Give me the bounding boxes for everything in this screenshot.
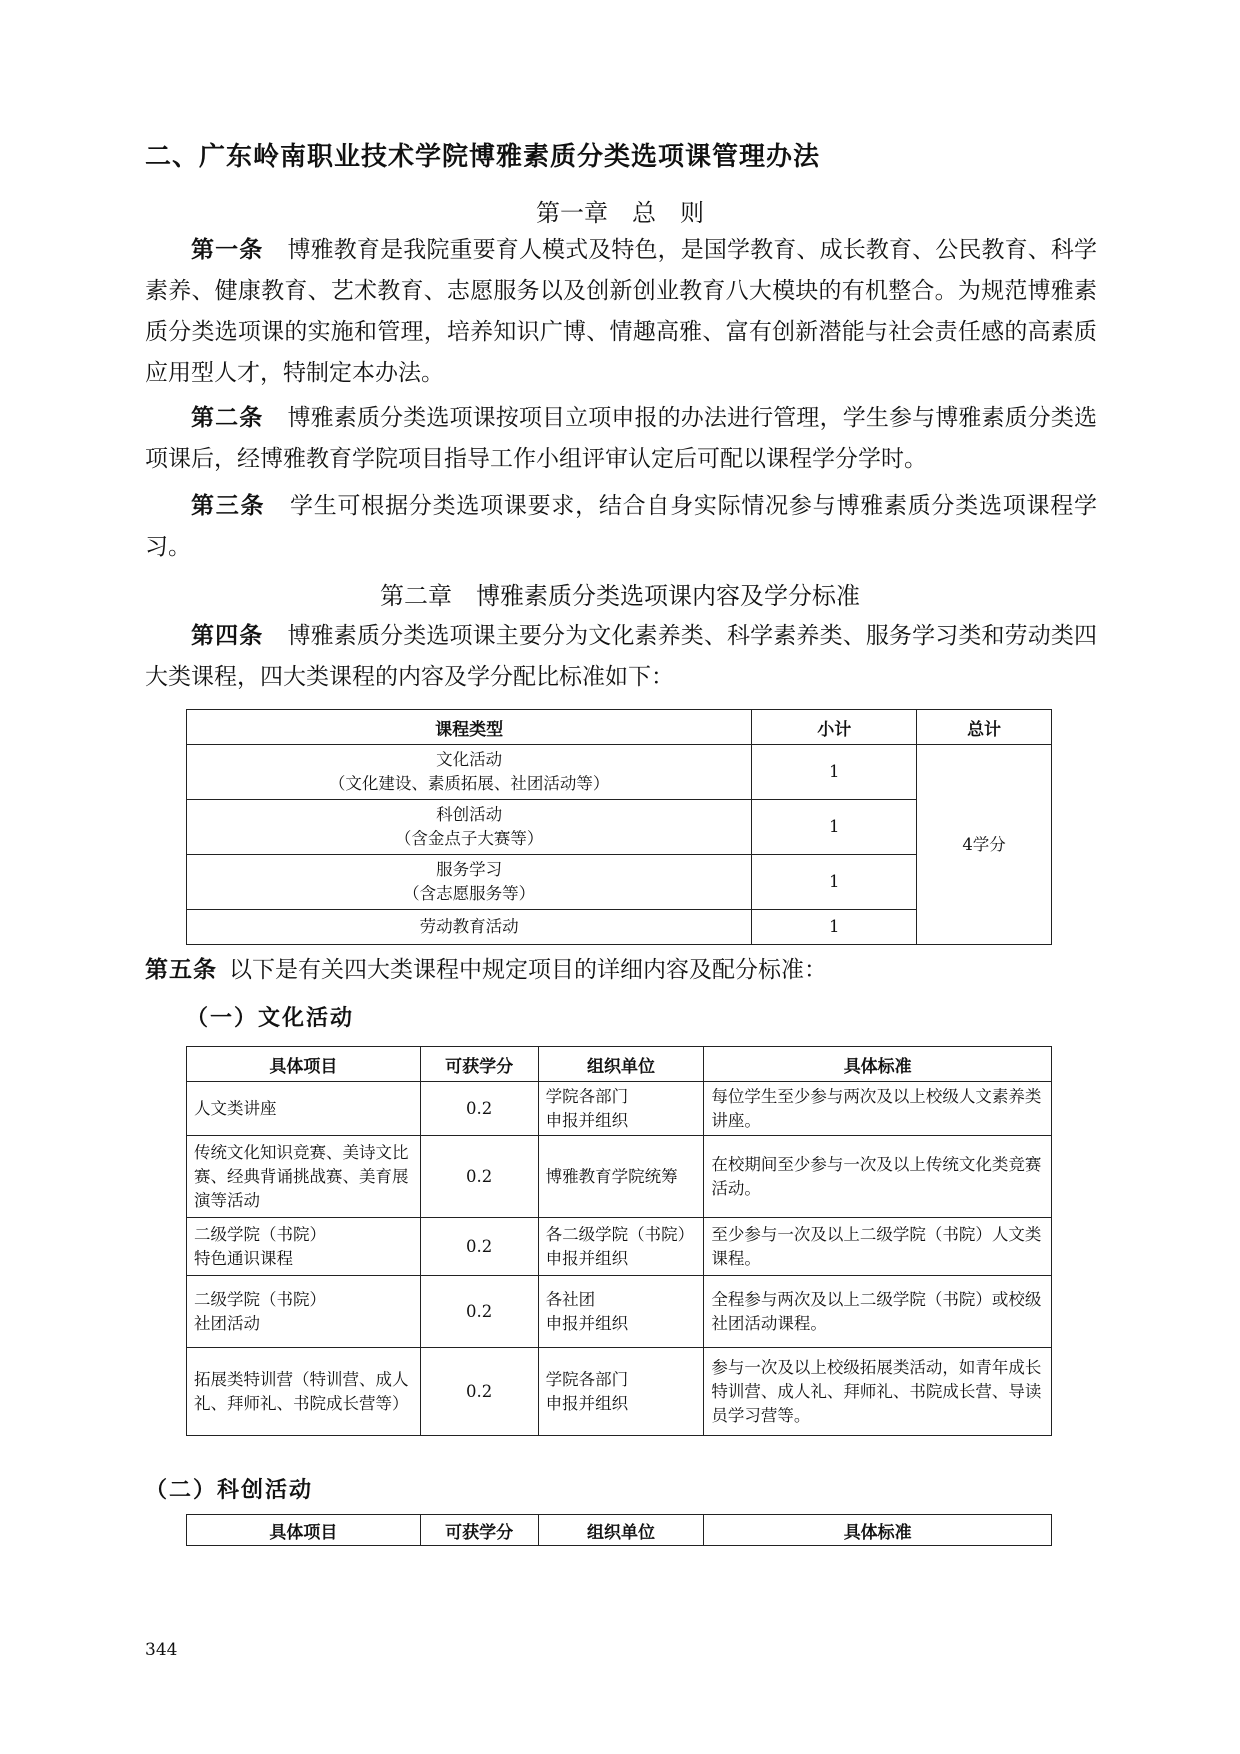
article-2 [145, 398, 1097, 480]
total-cell: 4学分 [917, 745, 1052, 945]
course-type: 文化活动 [436, 750, 503, 769]
subtotal-cell: 1 [752, 745, 917, 800]
article-label: 第二条 [191, 405, 264, 431]
credit-cell: 0.2 [420, 1218, 538, 1276]
table-header-row [187, 1047, 1052, 1082]
item-cell: 二级学院（书院） 社团活动 [187, 1276, 421, 1348]
article-text: 博雅素质分类选项课主要分为文化素养类、科学素养类、服务学习类和劳动类四大类课程，四大类课程的内容及学分配比标准如下： [145, 623, 1098, 690]
article-1 [145, 230, 1097, 394]
subtotal-cell: 1 [752, 910, 917, 945]
credit-summary-table [186, 709, 1052, 945]
table-row [187, 745, 1052, 800]
table-row [187, 1218, 1052, 1276]
table-row [187, 1136, 1052, 1218]
header-item: 具体项目 [187, 1515, 421, 1546]
article-text: 博雅教育是我院重要育人模式及特色，是国学教育、成长教育、公民教育、科学素养、健康教育、艺术教育、志愿服务以及创新创业教育八大模块的有机整合。为规范博雅素质分类选项课的实施和管理，培养知识广博、情趣高雅、富有创新潜能与社会责任感的高素质应用型人才，特制定本办法。 [145, 237, 1098, 386]
table-row [187, 1348, 1052, 1436]
org-cell: 各二级学院（书院）申报并组织 [538, 1218, 704, 1276]
chapter-2-title: 第二章 博雅素质分类选项课内容及学分标准 [380, 582, 860, 610]
course-type-cell: 劳动教育活动 [187, 910, 752, 945]
table-header-row [187, 710, 1052, 745]
header-subtotal: 小计 [752, 710, 917, 745]
article-text: 以下是有关四大类课程中规定项目的详细内容及配分标准： [229, 957, 827, 983]
header-total: 总计 [917, 710, 1052, 745]
standard-cell: 参与一次及以上校级拓展类活动，如青年成长特训营、成人礼、拜师礼、书院成长营、导读员学习营等。 [704, 1348, 1052, 1436]
header-item: 具体项目 [187, 1047, 421, 1082]
item-cell: 拓展类特训营（特训营、成人礼、拜师礼、书院成长营等） [187, 1348, 421, 1436]
course-type: 科创活动 [436, 805, 503, 824]
subtotal-cell: 1 [752, 800, 917, 855]
item-cell: 传统文化知识竞赛、美诗文比赛、经典背诵挑战赛、美育展演等活动 [187, 1136, 421, 1218]
table-row [187, 1082, 1052, 1136]
chapter-1-title: 第一章 总 则 [536, 199, 704, 227]
table-row [187, 1276, 1052, 1348]
standard-cell: 全程参与两次及以上二级学院（书院）或校级社团活动课程。 [704, 1276, 1052, 1348]
course-type-cell [187, 855, 752, 910]
course-type-cell [187, 800, 752, 855]
standard-cell: 每位学生至少参与两次及以上校级人文素养类讲座。 [704, 1082, 1052, 1136]
culture-activities-table [186, 1046, 1052, 1436]
item-cell: 人文类讲座 [187, 1082, 421, 1136]
article-5 [145, 950, 1097, 991]
header-course-type: 课程类型 [187, 710, 752, 745]
course-type-note: （文化建设、素质拓展、社团活动等） [328, 774, 610, 793]
article-label: 第五条 [145, 957, 217, 983]
course-type-note: （含志愿服务等） [403, 884, 536, 903]
course-type-cell [187, 745, 752, 800]
header-org: 组织单位 [538, 1515, 704, 1546]
credit-cell: 0.2 [420, 1082, 538, 1136]
item-cell: 二级学院（书院） 特色通识课程 [187, 1218, 421, 1276]
subtotal-cell: 1 [752, 855, 917, 910]
article-3 [145, 486, 1097, 568]
course-type: 服务学习 [436, 860, 503, 879]
org-cell: 各社团 申报并组织 [538, 1276, 704, 1348]
subsection-1-title: （一）文化活动 [186, 1006, 355, 1031]
section-title: 二、广东岭南职业技术学院博雅素质分类选项课管理办法 [145, 142, 821, 172]
article-label: 第四条 [191, 623, 264, 649]
article-text: 学生可根据分类选项课要求，结合自身实际情况参与博雅素质分类选项课程学习。 [145, 493, 1098, 560]
standard-cell: 在校期间至少参与一次及以上传统文化类竞赛活动。 [704, 1136, 1052, 1218]
credit-cell: 0.2 [420, 1348, 538, 1436]
org-cell: 博雅教育学院统筹 [538, 1136, 704, 1218]
standard-cell: 至少参与一次及以上二级学院（书院）人文类课程。 [704, 1218, 1052, 1276]
header-org: 组织单位 [538, 1047, 704, 1082]
header-standard: 具体标准 [704, 1515, 1052, 1546]
header-standard: 具体标准 [704, 1047, 1052, 1082]
article-label: 第三条 [191, 493, 266, 519]
innovation-activities-table [186, 1514, 1052, 1546]
org-cell: 学院各部门 申报并组织 [538, 1348, 704, 1436]
subsection-2-title: （二）科创活动 [145, 1478, 314, 1503]
credit-cell: 0.2 [420, 1276, 538, 1348]
page-number: 344 [145, 1640, 178, 1660]
article-text: 博雅素质分类选项课按项目立项申报的办法进行管理，学生参与博雅素质分类选项课后，经博雅教育学院项目指导工作小组评审认定后可配以课程学分学时。 [145, 405, 1098, 472]
header-credit: 可获学分 [420, 1515, 538, 1546]
course-type-note: （含金点子大赛等） [394, 829, 544, 848]
table-header-row [187, 1515, 1052, 1546]
article-label: 第一条 [191, 237, 264, 263]
article-4 [145, 616, 1097, 698]
header-credit: 可获学分 [420, 1047, 538, 1082]
credit-cell: 0.2 [420, 1136, 538, 1218]
org-cell: 学院各部门 申报并组织 [538, 1082, 704, 1136]
